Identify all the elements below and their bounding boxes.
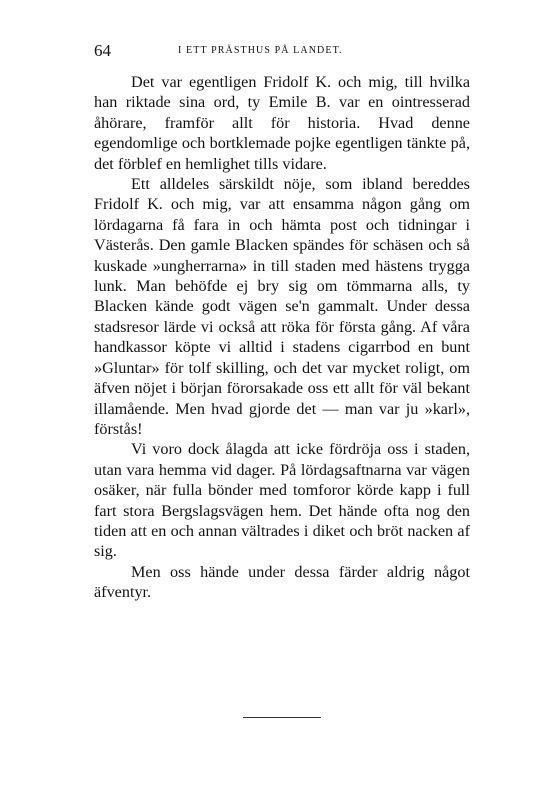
paragraph: Ett alldeles särskildt nöje, som ibland bereddes Fridolf K. och mig, var att ensamma någon gång om lördagarna få fara in och hämta post och tidningar i Västerås. Den gamle Blacken spändes för schäsen och så kuskade »ungherrarna» in till staden med hästens trygga lunk. Man behöfde ej bry sig om tömmarna alls, ty Blacken kände godt vägen se'n gammalt. Under dessa stadsresor lärde vi också att röka för första gång. Af våra handkassor köpte vi alltid i stadens cigarrbod en bunt »Gluntar» för tolf skilling, och det var mycket roligt, om äfven nöjet i början förorsakade oss ett allt för väl bekant illamående. Men hvad gjorde det — man var ju »karl», förstås!: [94, 175, 470, 438]
paragraph: Vi voro dock ålagda att icke fördröja oss i staden, utan vara hemma vid dager. På lördagsaftnarna var vägen osäker, när fulla bönder med tomforor körde kapp i full fart stora Bergslagsvägen hem. Det hände ofta nog den tiden att en och annan vältrades i diket och bröt nacken af sig.: [94, 440, 470, 561]
section-end-rule: [243, 717, 321, 718]
paragraph: Det var egentligen Fridolf K. och mig, till hvilka han riktade sina ord, ty Emile B. var en ointresserad åhörare, framför allt för historia. Hvad denne egendomlige och bortklemade pojke egentligen tänkte på, det förblef en hemlighet tills vidare.: [94, 73, 470, 173]
body-text: [94, 72, 470, 603]
page-header: [94, 40, 464, 62]
page-number: 64: [94, 41, 111, 60]
running-head: I ETT PRÄSTHUS PÅ LANDET.: [178, 45, 343, 56]
paragraph: Men oss hände under dessa färder aldrig något äfventyr.: [94, 562, 470, 602]
